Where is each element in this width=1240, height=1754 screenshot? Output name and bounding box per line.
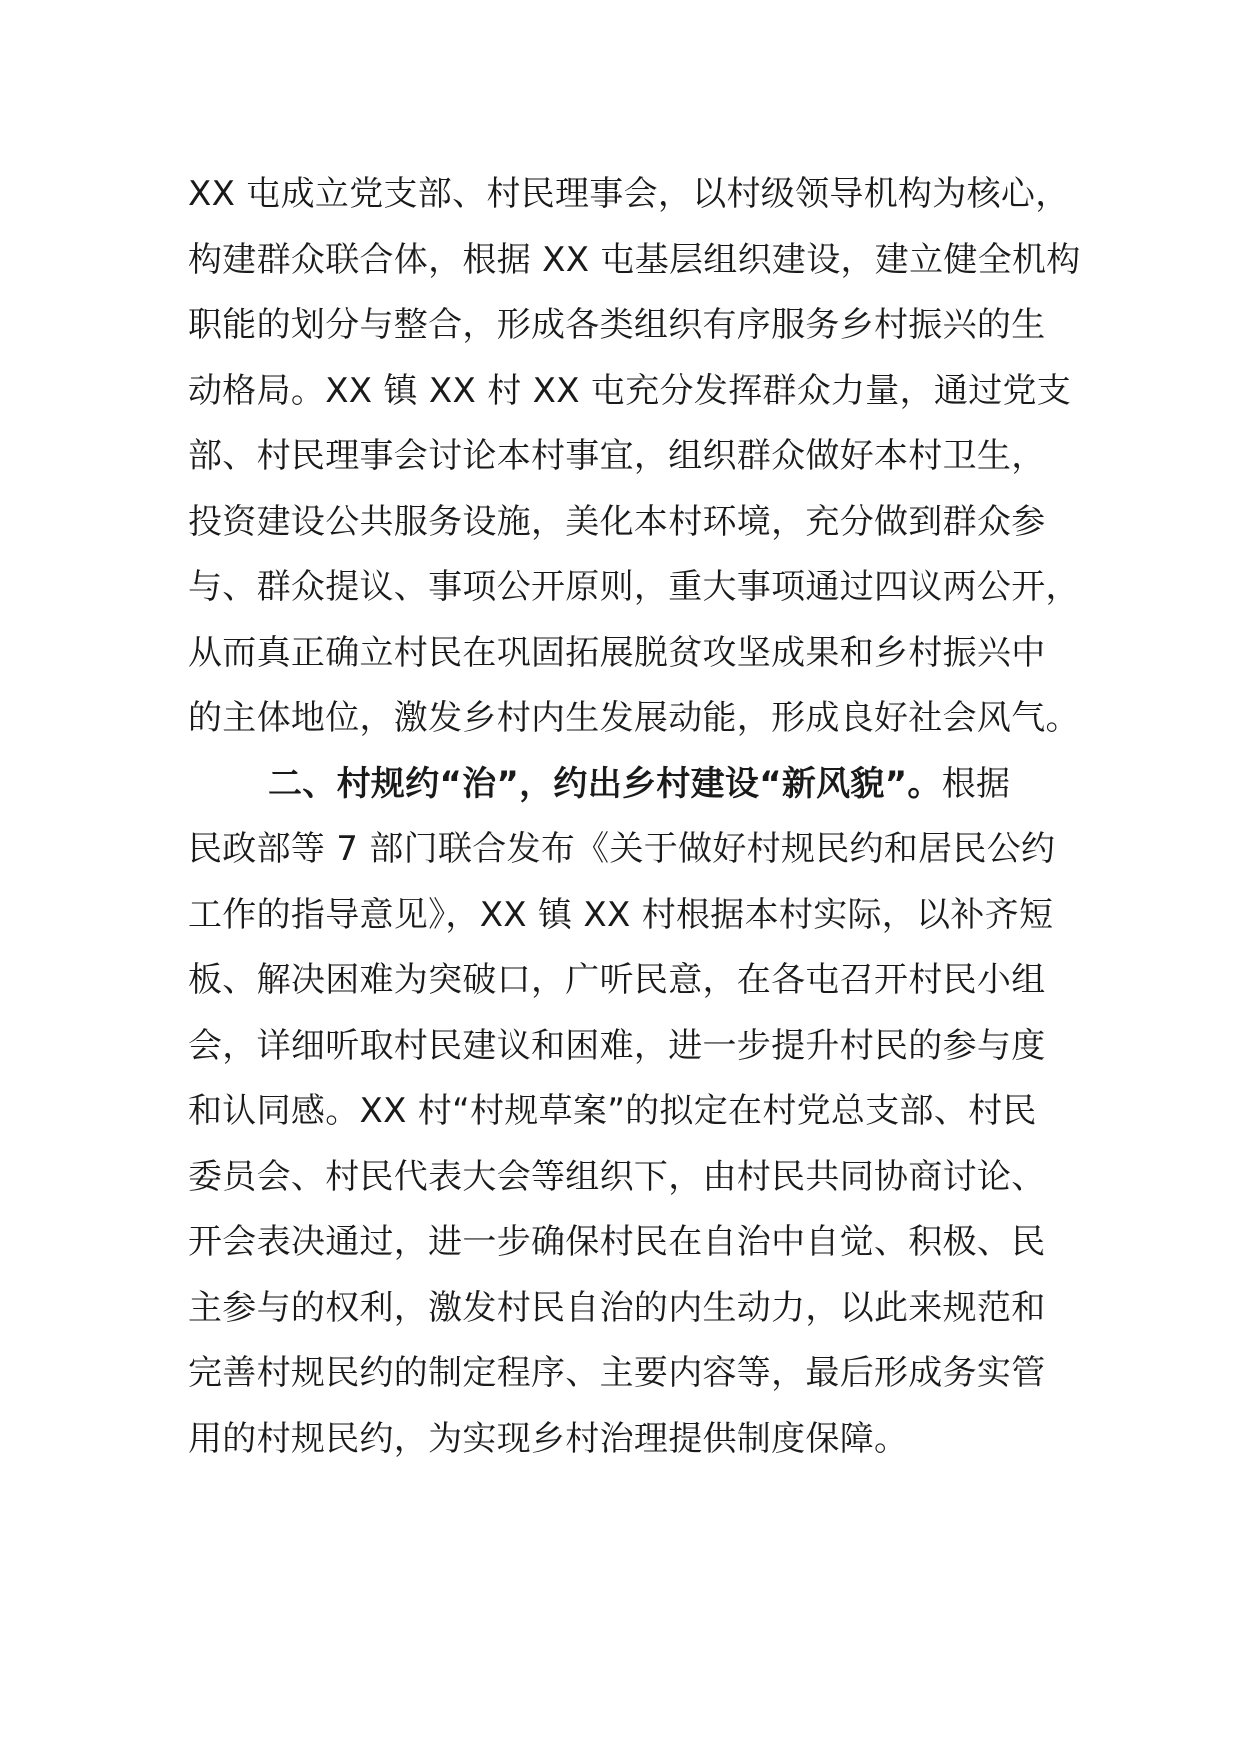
text-line: 民政部等 7 部门联合发布《关于做好村规民约和居民公约 (188, 829, 1056, 869)
heading-line-continuation: 根据 (941, 763, 1011, 804)
text-line: 工作的指导意见》，XX 镇 XX 村根据本村实际，以补齐短 (188, 894, 1054, 935)
paragraph-2 (188, 752, 1058, 1473)
text-line: 板、解决困难为突破口，广听民意，在各屯召开村民小组 (188, 960, 1046, 1000)
text-line: 与、群众提议、事项公开原则，重大事项通过四议两公开， (188, 567, 1080, 607)
text-line: 完善村规民约的制定程序、主要内容等，最后形成务实管 (188, 1353, 1046, 1393)
text-line: 和认同感。XX 村“村规草案”的拟定在村党总支部、村民 (188, 1091, 1037, 1131)
text-line: 职能的划分与整合，形成各类组织有序服务乡村振兴的生 (188, 305, 1046, 345)
text-line: 用的村规民约，为实现乡村治理提供制度保障。 (188, 1418, 909, 1459)
text-line: 主参与的权利，激发村民自治的内生动力，以此来规范和 (188, 1287, 1046, 1328)
section-heading: 二、村规约“治”，约出乡村建设“新风貌”。 (268, 763, 942, 804)
text-line: 动格局。XX 镇 XX 村 XX 屯充分发挥群众力量，通过党支 (188, 370, 1072, 411)
text-line: 开会表决通过，进一步确保村民在自治中自觉、积极、民 (188, 1222, 1046, 1262)
text-line: 会，详细听取村民建议和困难，进一步提升村民的参与度 (188, 1025, 1046, 1066)
text-line: 构建群众联合体，根据 XX 屯基层组织建设，建立健全机构 (188, 239, 1081, 280)
section-heading-line (188, 752, 1058, 818)
text-line: 委员会、村民代表大会等组织下，由村民共同协商讨论、 (188, 1156, 1046, 1197)
text-line: 投资建设公共服务设施，美化本村环境，充分做到群众参 (188, 501, 1046, 542)
text-line: 部、村民理事会讨论本村事宜，组织群众做好本村卫生， (188, 436, 1046, 476)
text-line: XX 屯成立党支部、村民理事会，以村级领导机构为核心， (188, 174, 1070, 214)
text-line: 从而真正确立村民在巩固拓展脱贫攻坚成果和乡村振兴中 (188, 632, 1046, 673)
paragraph-1 (188, 162, 1081, 752)
text-line: 的主体地位，激发乡村内生发展动能，形成良好社会风气。 (188, 698, 1080, 738)
document-body (188, 162, 1081, 1472)
